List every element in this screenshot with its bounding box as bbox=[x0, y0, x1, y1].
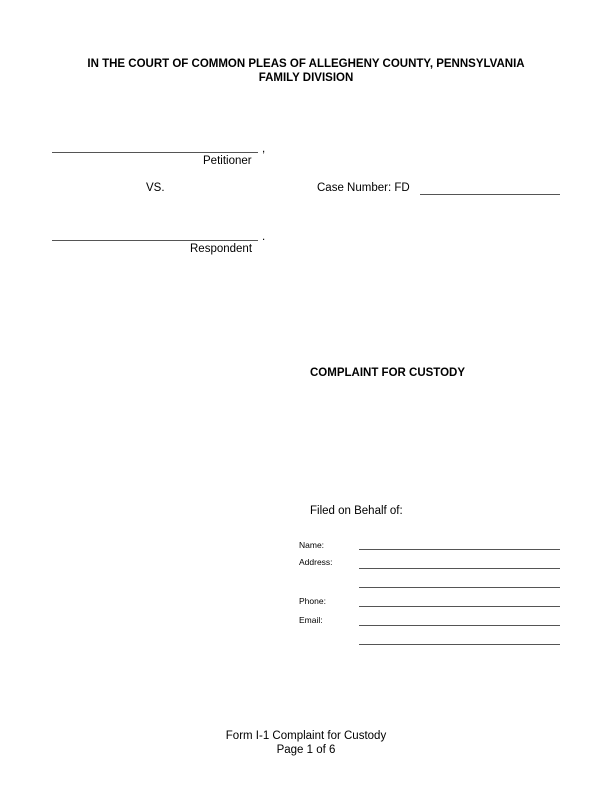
court-heading: IN THE COURT OF COMMON PLEAS OF ALLEGHENY COUNTY, PENNSYLVANIA bbox=[87, 58, 525, 70]
case-number-label: Case Number: FD bbox=[317, 182, 410, 194]
division-heading: FAMILY DIVISION bbox=[258, 72, 354, 84]
name-line[interactable] bbox=[359, 549, 560, 550]
email-line[interactable] bbox=[359, 625, 560, 626]
case-number-line[interactable] bbox=[420, 194, 560, 195]
footer-page-number: Page 1 of 6 bbox=[276, 744, 336, 756]
footer-form-name: Form I-1 Complaint for Custody bbox=[225, 730, 387, 742]
name-label: Name: bbox=[299, 540, 325, 550]
document-title: COMPLAINT FOR CUSTODY bbox=[310, 367, 466, 379]
address-label: Address: bbox=[299, 557, 333, 567]
versus-label: VS. bbox=[146, 182, 165, 194]
respondent-label: Respondent bbox=[190, 243, 253, 255]
phone-label: Phone: bbox=[299, 596, 326, 606]
petitioner-comma: , bbox=[262, 143, 266, 155]
email-line-2[interactable] bbox=[359, 644, 560, 645]
email-label: Email: bbox=[299, 615, 323, 625]
address-line-2[interactable] bbox=[359, 587, 560, 588]
filed-on-behalf-heading: Filed on Behalf of: bbox=[310, 505, 403, 517]
respondent-period: . bbox=[262, 231, 266, 243]
petitioner-name-line[interactable] bbox=[52, 152, 258, 153]
petitioner-label: Petitioner bbox=[203, 155, 252, 167]
address-line-1[interactable] bbox=[359, 568, 560, 569]
respondent-name-line[interactable] bbox=[52, 240, 258, 241]
phone-line[interactable] bbox=[359, 606, 560, 607]
